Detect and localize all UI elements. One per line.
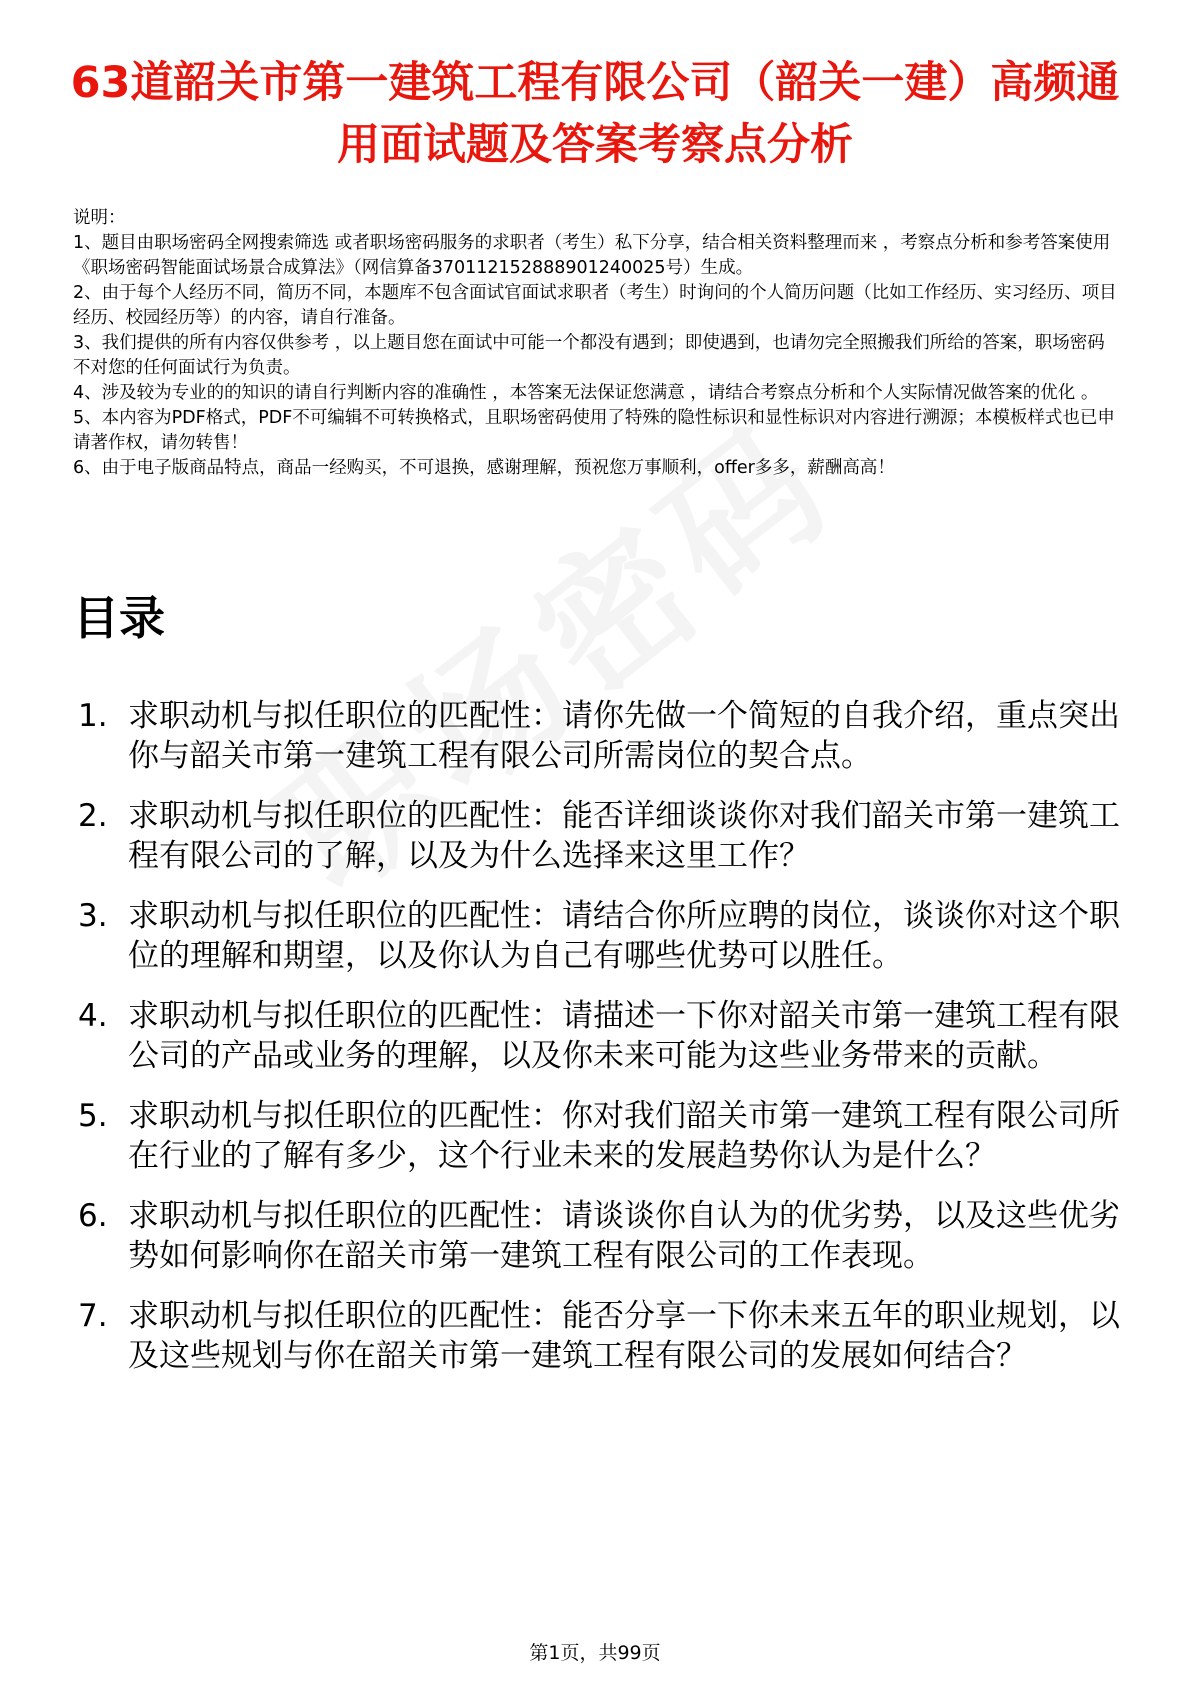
toc-item-text: 求职动机与拟任职位的匹配性：你对我们韶关市第一建筑工程有限公司所在行业的了解有多少，这个行业未来的发展趋势你认为是什么？ (128, 1098, 1120, 1174)
toc-item[interactable] (70, 696, 1120, 776)
toc-item[interactable] (70, 996, 1120, 1076)
note-item: 3、我们提供的所有内容仅供参考 ，以上题目您在面试中可能一个都没有遇到；即使遇到，也请勿完全照搬我们所给的答案，职场密码不对您的任何面试行为负责。 (73, 333, 1105, 378)
notes-section (73, 206, 1118, 481)
toc-item-number: 6. (78, 1198, 108, 1234)
toc-item-number: 5. (78, 1098, 108, 1134)
note-item: 5、本内容为PDF格式，PDF不可编辑不可转换格式，且职场密码使用了特殊的隐性标识和显性标识对内容进行溯源；本模板样式也已申请著作权，请勿转售！ (73, 408, 1115, 453)
toc-item-number: 1. (78, 698, 108, 734)
toc-list (70, 696, 1120, 1396)
document-title: 63道韶关市第一建筑工程有限公司（韶关一建）高频通用面试题及答案考察点分析 (70, 58, 1120, 170)
toc-item[interactable] (70, 896, 1120, 976)
page-footer: 第1页，共99页 (529, 1642, 661, 1664)
toc-item-number: 4. (78, 998, 108, 1034)
toc-item-number: 3. (78, 898, 108, 934)
toc-item-text: 求职动机与拟任职位的匹配性：请结合你所应聘的岗位，谈谈你对这个职位的理解和期望，以及你认为自己有哪些优势可以胜任。 (128, 898, 1120, 974)
note-item: 4、涉及较为专业的的知识的请自行判断内容的准确性 ，本答案无法保证您满意 ，请结合考察点分析和个人实际情况做答案的优化 。 (73, 383, 1099, 403)
toc-item-text: 求职动机与拟任职位的匹配性：能否详细谈谈你对我们韶关市第一建筑工程有限公司的了解，以及为什么选择来这里工作？ (128, 798, 1120, 874)
note-item: 2、由于每个人经历不同，简历不同，本题库不包含面试官面试求职者（考生）时询问的个人简历问题（比如工作经历、实习经历、项目经历、校园经历等）的内容，请自行准备。 (73, 283, 1117, 328)
toc-item-number: 7. (78, 1298, 108, 1334)
toc-item-text: 求职动机与拟任职位的匹配性：请描述一下你对韶关市第一建筑工程有限公司的产品或业务的理解，以及你未来可能为这些业务带来的贡献。 (128, 998, 1120, 1074)
note-item: 1、题目由职场密码全网搜索筛选 或者职场密码服务的求职者（考生）私下分享，结合相关资料整理而来 ，考察点分析和参考答案使用《职场密码智能面试场景合成算法》（网信算备370112152888901240025号）生成。 (73, 233, 1111, 278)
toc-item[interactable] (70, 1296, 1120, 1376)
toc-item-text: 求职动机与拟任职位的匹配性：能否分享一下你未来五年的职业规划，以及这些规划与你在韶关市第一建筑工程有限公司的发展如何结合？ (128, 1298, 1120, 1374)
toc-item-text: 求职动机与拟任职位的匹配性：请谈谈你自认为的优劣势，以及这些优劣势如何影响你在韶关市第一建筑工程有限公司的工作表现。 (128, 1198, 1120, 1274)
note-item: 6、由于电子版商品特点，商品一经购买，不可退换，感谢理解，预祝您万事顺利，offer多多，薪酬高高！ (73, 458, 895, 478)
toc-item[interactable] (70, 1196, 1120, 1276)
notes-heading: 说明： (73, 208, 126, 228)
toc-heading: 目录 (73, 591, 165, 645)
toc-item[interactable] (70, 796, 1120, 876)
toc-item-number: 2. (78, 798, 108, 834)
toc-item[interactable] (70, 1096, 1120, 1176)
toc-item-text: 求职动机与拟任职位的匹配性：请你先做一个简短的自我介绍，重点突出你与韶关市第一建筑工程有限公司所需岗位的契合点。 (128, 698, 1120, 774)
